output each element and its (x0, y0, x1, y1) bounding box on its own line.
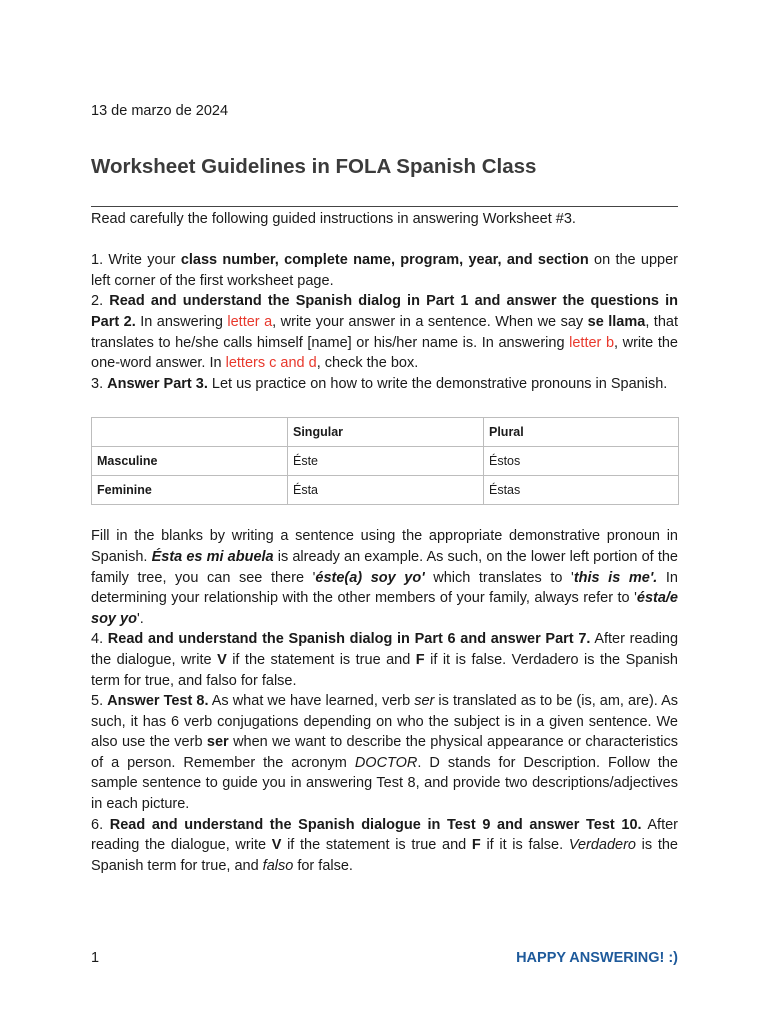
paragraph-gap (91, 230, 678, 251)
highlight-letter-b: letter b (569, 334, 615, 351)
demonstrative-pronouns-table (91, 417, 679, 505)
fill-in-paragraph: Fill in the blanks by writing a sentence using the appropriate demonstrative pronoun in Spanish. Ésta es mi abuela is already an example. As such, on the lower left portion of the family tree, you can see there 'éste(a) soy yo' which translates to 'this is me'. In determining your relationship with the other members of your family, always refer to 'ésta/e soy yo'. (91, 528, 679, 627)
table-header-cell: Singular (288, 418, 484, 447)
page-number: 1 (91, 950, 100, 966)
instruction-4: 4. Read and understand the Spanish dialog in Part 6 and answer Part 7. After reading the dialogue, write V if the statement is true and F if it is false. Verdadero is the Spanish term for true, and falso for false. (91, 631, 679, 689)
table-cell: Feminine (92, 476, 288, 505)
instruction-5: 5. Answer Test 8. As what we have learned, verb ser is translated as to be (is, am, are). As such, it has 6 verb conjugations depending on who the subject is in a given sentence. We also use the verb ser when we want to describe the physical appearance or characteristics of a person. Remember the acronym DOCTOR. D stands for Description. Follow the sample sentence to guide you in answering Test 8, and provide two descriptions/adjectives in each picture. (91, 693, 678, 813)
intro-paragraph: Read carefully the following guided instructions in answering Worksheet #3. (91, 211, 576, 227)
table-cell: Éste (288, 447, 484, 476)
table-header-cell (92, 418, 288, 447)
table-header-cell: Plural (484, 418, 679, 447)
table-row (92, 447, 679, 476)
document-title: Worksheet Guidelines in FOLA Spanish Class (91, 155, 537, 178)
instruction-6: 6. Read and understand the Spanish dialogue in Test 9 and answer Test 10. After reading the dialogue, write V if the statement is true and F if it is false. Verdadero is the Spanish term for true, and falso for false. (91, 816, 678, 874)
table-row (92, 476, 679, 505)
highlight-letter-a: letter a (227, 313, 273, 330)
table-cell: Masculine (92, 447, 288, 476)
document-body (91, 209, 678, 876)
title-divider (91, 206, 678, 207)
document-date: 13 de marzo de 2024 (91, 103, 229, 119)
instruction-2: 2. Read and understand the Spanish dialog in Part 1 and answer the questions in Part 2. In answering letter a, write your answer in a sentence. When we say se llama, that translates to he/she calls himself [name] or his/her name is. In answering letter b, write the one-word answer. In letters c and d, check the box. (91, 293, 679, 372)
table-cell: Ésta (288, 476, 484, 505)
table-header-row (92, 418, 679, 447)
highlight-letters-c-d: letters c and d (225, 355, 317, 372)
table-cell: Éstos (484, 447, 679, 476)
footer-message: HAPPY ANSWERING! :) (516, 950, 678, 966)
table-cell: Éstas (484, 476, 679, 505)
instruction-1: 1. Write your class number, complete name, program, year, and section on the upper left corner of the first worksheet page. (91, 252, 679, 289)
instruction-3: 3. Answer Part 3. Let us practice on how to write the demonstrative pronouns in Spanish. (91, 375, 668, 392)
